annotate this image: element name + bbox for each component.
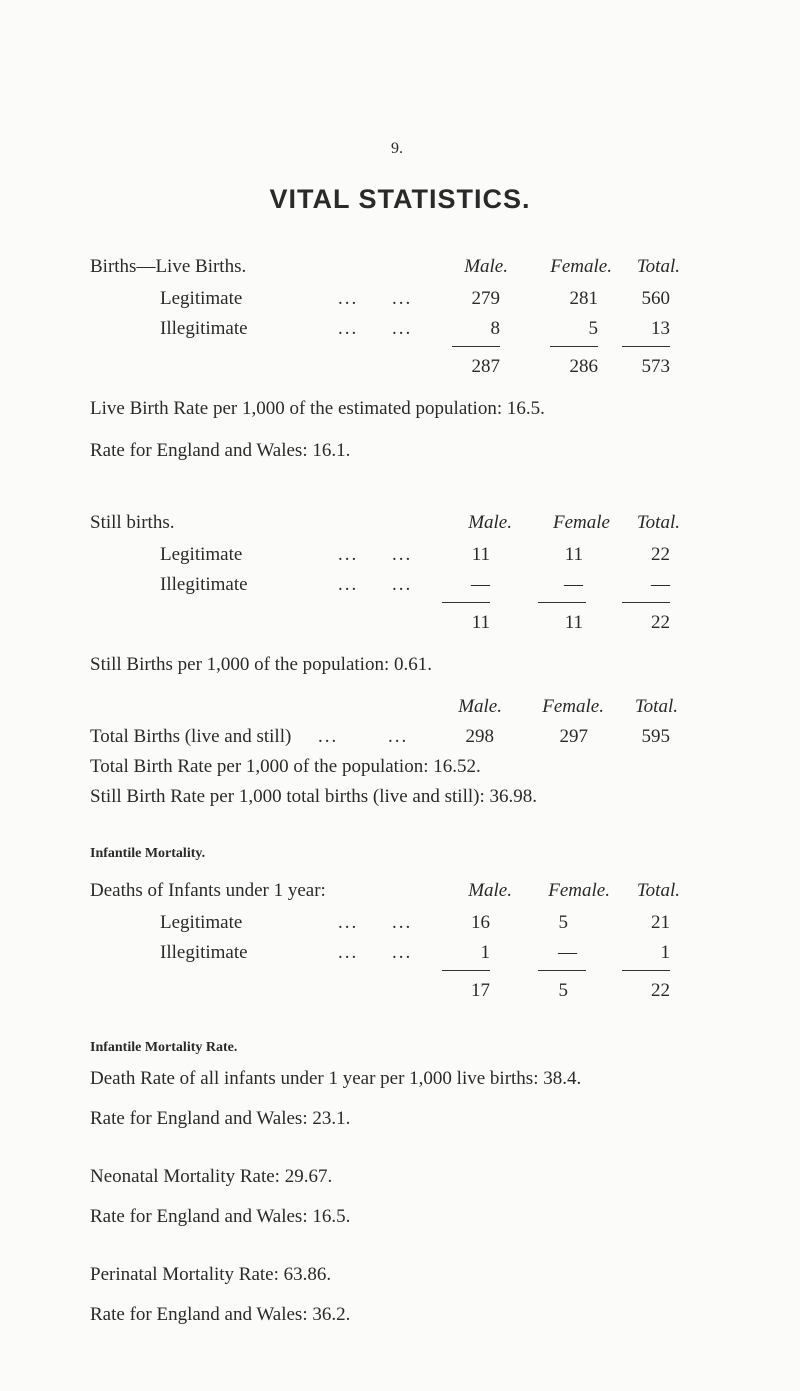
leader-dots: ... bbox=[338, 318, 359, 339]
sum-rule bbox=[538, 970, 586, 971]
col-female-header: Female. bbox=[548, 880, 610, 901]
col-male-header: Male. bbox=[468, 512, 512, 533]
sum-rule bbox=[622, 602, 670, 603]
row-label: Legitimate bbox=[160, 912, 243, 933]
perinatal-rate-ew: Rate for England and Wales: 36.2. bbox=[90, 1304, 351, 1325]
cell-total: 560 bbox=[641, 288, 670, 309]
total-male: 11 bbox=[471, 612, 490, 633]
leader-dots: ... bbox=[392, 574, 413, 595]
row-label: Illegitimate bbox=[160, 318, 248, 339]
sum-rule bbox=[550, 346, 598, 347]
sum-rule bbox=[622, 346, 670, 347]
leader-dots: ... bbox=[338, 912, 359, 933]
row-label: Total Births (live and still) bbox=[90, 726, 292, 747]
total-female: 286 bbox=[569, 356, 598, 377]
cell-male: — bbox=[471, 574, 490, 595]
neonatal-rate: Neonatal Mortality Rate: 29.67. bbox=[90, 1166, 333, 1187]
cell-total: 21 bbox=[651, 912, 670, 933]
infantile-mortality-subheading: Infantile Mortality. bbox=[90, 846, 206, 861]
leader-dots: ... bbox=[338, 288, 359, 309]
sum-rule bbox=[452, 346, 500, 347]
col-female-header: Female. bbox=[542, 696, 604, 717]
cell-total: 595 bbox=[641, 726, 670, 747]
col-male-header: Male. bbox=[458, 696, 502, 717]
col-male-header: Male. bbox=[468, 880, 512, 901]
leader-dots: ... bbox=[392, 912, 413, 933]
cell-male: 1 bbox=[480, 942, 490, 963]
neonatal-rate-ew: Rate for England and Wales: 16.5. bbox=[90, 1206, 351, 1227]
live-birth-rate: Live Birth Rate per 1,000 of the estimated population: 16.5. bbox=[90, 398, 545, 419]
still-births-heading: Still births. bbox=[90, 512, 175, 533]
cell-female: 281 bbox=[569, 288, 598, 309]
col-total-header: Total. bbox=[636, 880, 680, 901]
infant-death-rate-ew: Rate for England and Wales: 23.1. bbox=[90, 1108, 351, 1129]
row-label: Illegitimate bbox=[160, 574, 248, 595]
cell-female: 5 bbox=[558, 912, 568, 933]
live-birth-rate-ew: Rate for England and Wales: 16.1. bbox=[90, 440, 351, 461]
leader-dots: ... bbox=[392, 544, 413, 565]
cell-female: — bbox=[564, 574, 583, 595]
total-total: 573 bbox=[641, 356, 670, 377]
infant-deaths-heading: Deaths of Infants under 1 year: bbox=[90, 880, 326, 901]
col-female-header: Female. bbox=[550, 256, 612, 277]
total-birth-rate: Total Birth Rate per 1,000 of the population: 16.52. bbox=[90, 756, 481, 777]
total-male: 287 bbox=[471, 356, 500, 377]
perinatal-rate: Perinatal Mortality Rate: 63.86. bbox=[90, 1264, 332, 1285]
cell-male: 279 bbox=[471, 288, 500, 309]
cell-female: 297 bbox=[559, 726, 588, 747]
sum-rule bbox=[622, 970, 670, 971]
total-male: 17 bbox=[471, 980, 490, 1001]
leader-dots: ... bbox=[392, 942, 413, 963]
leader-dots: ... bbox=[388, 726, 409, 747]
cell-total: — bbox=[651, 574, 670, 595]
still-birth-rate-total: Still Birth Rate per 1,000 total births (live and still): 36.98. bbox=[90, 786, 537, 807]
cell-total: 22 bbox=[651, 544, 670, 565]
row-label: Legitimate bbox=[160, 288, 243, 309]
page-title: VITAL STATISTICS. bbox=[269, 184, 531, 214]
live-births-heading: Births—Live Births. bbox=[90, 256, 247, 277]
leader-dots: ... bbox=[392, 288, 413, 309]
sum-rule bbox=[442, 602, 490, 603]
sum-rule bbox=[538, 602, 586, 603]
col-total-header: Total. bbox=[636, 512, 680, 533]
col-male-header: Male. bbox=[464, 256, 508, 277]
total-total: 22 bbox=[651, 612, 670, 633]
infantile-rate-subheading: Infantile Mortality Rate. bbox=[90, 1040, 238, 1055]
page-number: 9. bbox=[391, 140, 403, 157]
col-total-header: Total. bbox=[636, 256, 680, 277]
cell-female: 5 bbox=[588, 318, 598, 339]
leader-dots: ... bbox=[318, 726, 339, 747]
row-label: Illegitimate bbox=[160, 942, 248, 963]
leader-dots: ... bbox=[338, 942, 359, 963]
cell-total: 13 bbox=[651, 318, 670, 339]
infant-death-rate: Death Rate of all infants under 1 year per 1,000 live births: 38.4. bbox=[90, 1068, 582, 1089]
leader-dots: ... bbox=[338, 544, 359, 565]
total-female: 11 bbox=[564, 612, 583, 633]
cell-female: — bbox=[558, 942, 577, 963]
row-label: Legitimate bbox=[160, 544, 243, 565]
cell-male: 298 bbox=[465, 726, 494, 747]
cell-male: 11 bbox=[471, 544, 490, 565]
still-birth-rate: Still Births per 1,000 of the population: 0.61. bbox=[90, 654, 432, 675]
col-total-header: Total. bbox=[634, 696, 678, 717]
cell-total: 1 bbox=[660, 942, 670, 963]
sum-rule bbox=[442, 970, 490, 971]
leader-dots: ... bbox=[338, 574, 359, 595]
col-female-header: Female bbox=[553, 512, 610, 533]
leader-dots: ... bbox=[392, 318, 413, 339]
cell-female: 11 bbox=[564, 544, 583, 565]
cell-male: 16 bbox=[471, 912, 490, 933]
total-total: 22 bbox=[651, 980, 670, 1001]
total-female: 5 bbox=[558, 980, 568, 1001]
cell-male: 8 bbox=[490, 318, 500, 339]
